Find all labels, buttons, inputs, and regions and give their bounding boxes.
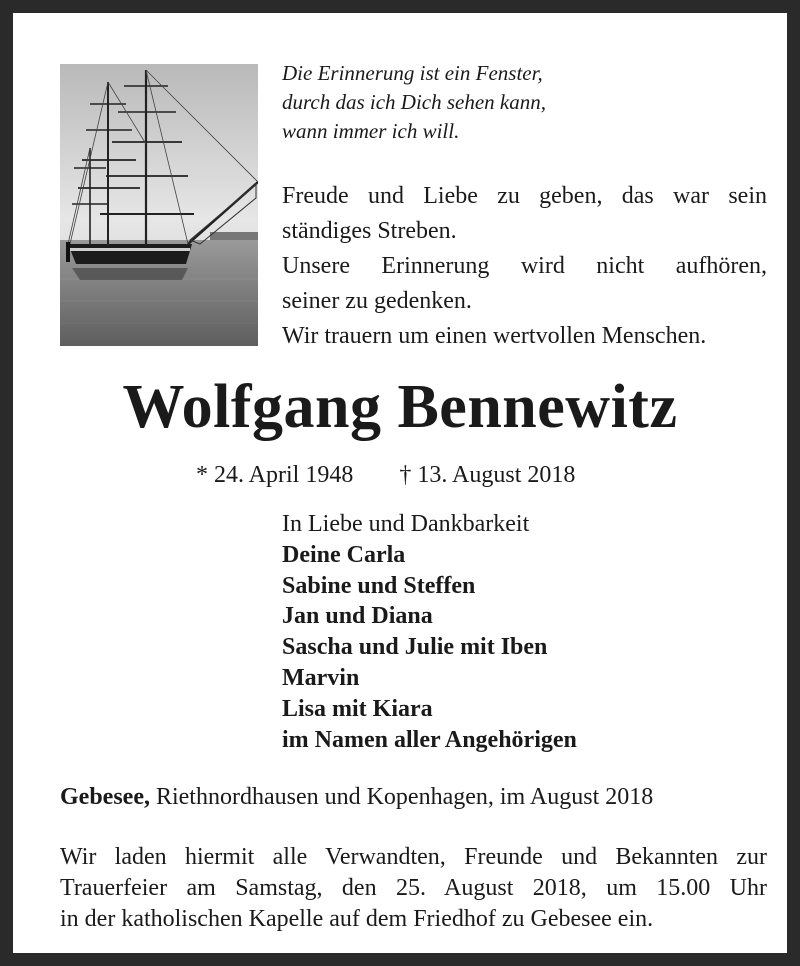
death-date: † 13. August 2018	[399, 462, 576, 488]
sailing-ship-photo	[60, 64, 258, 346]
place-town: Gebesee,	[60, 784, 150, 810]
life-dates	[196, 460, 575, 490]
verse-line: seiner zu gedenken.	[282, 288, 472, 314]
mourner-name: Sascha und Julie mit Iben	[282, 634, 548, 661]
place-and-date	[60, 782, 653, 812]
mourner-name: im Namen aller Angehörigen	[282, 726, 577, 753]
mourner-name: Deine Carla	[282, 541, 406, 568]
verse-line: Freude und Liebe zu geben, das war sein	[282, 183, 767, 209]
mourner-name: Lisa mit Kiara	[282, 695, 433, 722]
invitation-line: in der katholischen Kapelle auf dem Friedhof zu Gebesee ein.	[60, 906, 654, 932]
quote-line: durch das ich Dich sehen kann,	[282, 90, 546, 114]
verse	[282, 180, 767, 355]
mourner-name: Marvin	[282, 664, 360, 691]
deceased-name: Wolfgang Bennewitz	[122, 373, 678, 441]
invitation-line: Wir laden hiermit alle Verwandten, Freunde und Bekannten zur	[60, 844, 767, 870]
quote	[282, 59, 762, 146]
quote-line: wann immer ich will.	[282, 119, 460, 143]
quote-line: Die Erinnerung ist ein Fenster,	[282, 61, 543, 85]
birth-date: * 24. April 1948	[196, 462, 354, 488]
place-rest: Riethnordhausen und Kopenhagen, im August 2018	[149, 784, 654, 810]
mourners	[282, 509, 577, 755]
funeral-invitation	[60, 842, 767, 935]
mourners-intro: In Liebe und Dankbarkeit	[282, 511, 530, 537]
verse-line: ständiges Streben.	[282, 218, 457, 244]
mourner-name: Jan und Diana	[282, 603, 433, 630]
mourner-name: Sabine und Steffen	[282, 572, 476, 599]
verse-line: Wir trauern um einen wertvollen Menschen.	[282, 323, 707, 349]
invitation-line: Trauerfeier am Samstag, den 25. August 2018, um 15.00 Uhr	[60, 875, 767, 901]
sailing-ship-icon	[60, 64, 258, 346]
verse-line: Unsere Erinnerung wird nicht aufhören,	[282, 253, 767, 279]
